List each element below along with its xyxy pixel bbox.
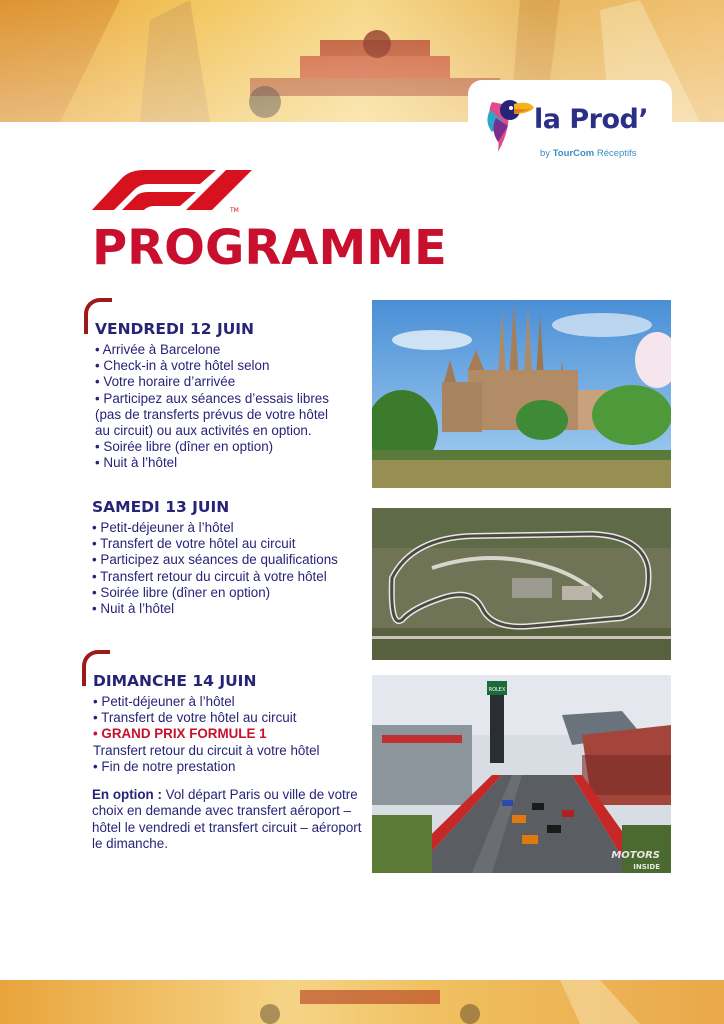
day-1-section	[95, 319, 329, 472]
grand-prix-race-photo	[372, 675, 671, 873]
circuit-aerial-photo	[372, 508, 671, 660]
day-2-item: • Transfert retour du circuit à votre hôtel	[92, 568, 327, 584]
sagrada-familia-photo	[372, 300, 671, 488]
day-1-item: • Arrivée à Barcelone	[95, 342, 221, 357]
day-1-item: • Participez aux séances d’essais libres	[95, 390, 329, 406]
bottom-banner-image	[0, 980, 724, 1024]
day-3-item: • Petit-déjeuner à l’hôtel	[93, 694, 235, 709]
day-1-item: (pas de transferts prévus de votre hôtel	[95, 406, 328, 422]
day-3-title: DIMANCHE 14 JUIN	[93, 672, 257, 690]
day-3-item: • Fin de notre prestation	[93, 758, 236, 774]
day-2-item: • Soirée libre (dîner en option)	[92, 584, 271, 600]
race-tower-sign: ROLEX	[488, 687, 506, 693]
day-2-item: • Participez aux séances de qualifications	[92, 552, 338, 568]
day-2-item: • Petit-déjeuner à l’hôtel	[92, 520, 234, 535]
toucan-logo-icon	[484, 92, 536, 158]
day-1-item: au circuit) ou aux activités en option.	[95, 423, 312, 439]
day-2-item: • Transfert de votre hôtel au circuit	[92, 536, 296, 552]
day-1-item: • Votre horaire d’arrivée	[95, 374, 236, 390]
race-watermark-1: MOTORS	[611, 850, 660, 861]
day-3-section	[93, 671, 320, 775]
day-3-item: Transfert retour du circuit à votre hôtel	[93, 742, 320, 758]
brand-name: la Prod’	[534, 104, 649, 135]
day-3-item: • Transfert de votre hôtel au circuit	[93, 710, 297, 726]
race-watermark-2: INSIDE	[633, 863, 660, 871]
day-1-item: • Soirée libre (dîner en option)	[95, 439, 274, 455]
day-3-item-highlight: • GRAND PRIX FORMULE 1	[93, 726, 267, 742]
day-2-item: • Nuit à l’hôtel	[92, 601, 175, 617]
day-3-list	[93, 694, 320, 775]
day-1-item: • Nuit à l’hôtel	[95, 455, 178, 471]
day-2-section	[92, 497, 338, 617]
day-2-list	[92, 520, 338, 617]
day-2-title: SAMEDI 13 JUIN	[92, 498, 230, 516]
day-1-list	[95, 342, 329, 472]
day-1-item: • Check-in à votre hôtel selon	[95, 358, 270, 374]
f1-tm: TM	[230, 207, 239, 214]
option-note	[92, 787, 364, 853]
day-1-title: VENDREDI 12 JUIN	[95, 320, 255, 338]
brand-subtitle: by TourCom Réceptifs	[540, 148, 637, 159]
f1-logo-icon	[92, 168, 262, 218]
page-title: PROGRAMME	[92, 220, 447, 276]
option-note-label: En option :	[92, 787, 162, 802]
option-note-text: Vol départ Paris ou ville de votre choix en demande avec transfert aéroport – hôtel le vendredi et transfert circuit – aéroport le dimanche.	[92, 787, 362, 852]
